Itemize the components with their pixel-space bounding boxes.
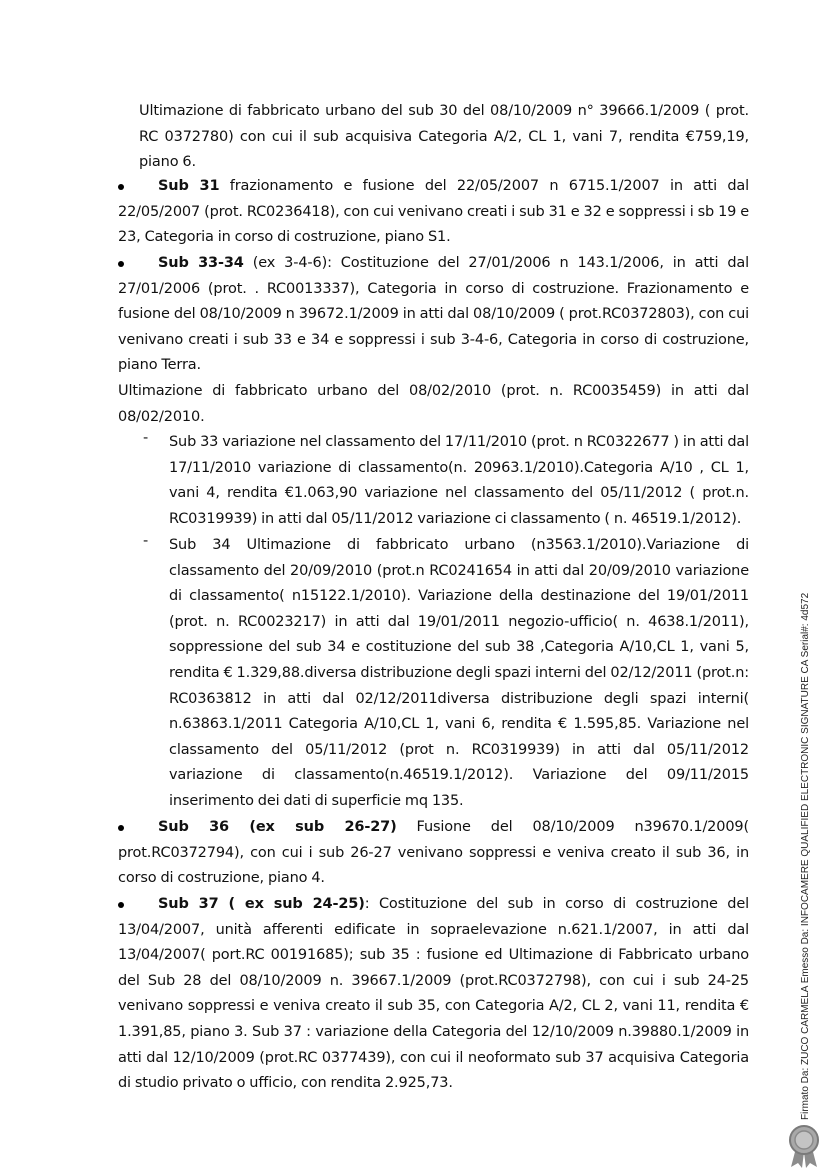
sub36-label: Sub 36 (ex sub 26-27) [158,819,397,835]
seal-ribbon-icon [786,1124,822,1168]
sub31-text: frazionamento e fusione del 22/05/2007 n 6715.1/2007 in atti dal 22/05/2007 (prot. RC0236418), con cui venivano creati i sub 31 e 32 e soppressi i sb 19 e 23, Categoria in corso di costruzione, piano S1. [118,178,749,246]
sub33-34-text: (ex 3-4-6): Costituzione del 27/01/2006 n 143.1/2006, in atti dal 27/01/2006 (prot. . RC0013337), Categoria in corso di costruzione. Frazionamento e fusione del 08/10/2009 n 39672.1/2009 in atti dal 08/10/2009 ( prot.RC0372803), con cui venivano creati i sub 33 e 34 e soppressi i sub 3-4-6, Categoria in corso di costruzione, piano Terra. [118,255,750,374]
digital-signature-note: Firmato Da: ZUCO CARMELA Emesso Da: INFOCAMERE QUALIFIED ELECTRONIC SIGNATURE CA Serial#: 4d572 [800,592,811,1120]
bullet-item-sub36 [118,815,749,892]
sub36-text: Fusione del 08/10/2009 n39670.1/2009( prot.RC0372794), con cui i sub 26-27 venivano soppressi e veniva creato il sub 36, in corso di costruzione, piano 4. [118,819,749,887]
dash-marker: - [143,430,149,446]
dash-marker: - [143,533,149,549]
bullet-item-sub37 [118,892,749,1097]
bullet-item-sub31 [118,174,749,251]
sub37-text: : Costituzione del sub in corso di costruzione del 13/04/2007, unità afferenti edificate in sopraelevazione n.621.1/2007, in atti dal 13/04/2007( port.RC 00191685); sub 35 : fusione ed Ultimazione di Fabbricato urbano del Sub 28 del 08/10/2009 n. 39667.1/2009 (prot.RC0372798), con cui i sub 24-25 venivano soppressi e veniva creato il sub 35, con Categoria A/2, CL 2, vani 11, rendita € 1.391,85, piano 3. Sub 37 : variazione della Categoria del 12/10/2009 n.39880.1/2009 in atti dal 12/10/2009 (prot.RC 0377439), con cui il neoformato sub 37 acquisiva Categoria di studio privato o ufficio, con rendita 2.925,73. [118,896,749,1092]
paragraph-ultimazione-2010: Ultimazione di fabbricato urbano del 08/02/2010 (prot. n. RC0035459) in atti dal 08/02/2010. [118,383,749,425]
sub37-label: Sub 37 ( ex sub 24-25) [158,896,365,912]
paragraph-sub30-ultimazione: Ultimazione di fabbricato urbano del sub 30 del 08/10/2009 n° 39666.1/2009 ( prot. RC 0372780) con cui il sub acquisiva Categoria A/2, CL 1, vani 7, rendita €759,19, piano 6. [139,103,749,171]
bullet-item-sub33-34 [118,251,749,379]
sub31-label: Sub 31 [158,178,220,194]
sub33-34-label: Sub 33-34 [158,255,244,271]
dash-item-sub33: Sub 33 variazione nel classamento del 17/11/2010 (prot. n RC0322677 ) in atti dal 17/11/2010 variazione di classamento(n. 20963.1/2010).Categoria A/10 , CL 1, vani 4, rendita €1.063,90 variazione nel classamento del 05/11/2012 ( prot.n. RC0319939) in atti dal 05/11/2012 variazione ci classamento ( n. 46519.1/2012). [169,434,750,527]
dash-item-sub34: Sub 34 Ultimazione di fabbricato urbano (n3563.1/2010).Variazione di classamento del 20/09/2010 (prot.n RC0241654 in atti dal 20/09/2010 variazione di classamento( n15122.1/2010). Variazione della destinazione del 19/01/2011 (prot. n. RC0023217) in atti dal 19/01/2011 negozio-ufficio( n. 4638.1/2011), soppressione del sub 34 e costituzione del sub 38 ,Categoria A/10,CL 1, vani 5, rendita € 1.329,88.diversa distribuzione degli spazi interni del 02/12/2011 (prot.n: RC0363812 in atti dal 02/12/2011diversa distribuzione degli spazi interni( n.63863.1/2011 Categoria A/10,CL 1, vani 6, rendita € 1.595,85. Variazione nel classamento del 05/11/2012 (prot n. RC0319939) in atti dal 05/11/2012 variazione di classamento(n.46519.1/2012). Variazione del 09/11/2015 inserimento dei dati di superficie mq 135. [169,537,749,809]
